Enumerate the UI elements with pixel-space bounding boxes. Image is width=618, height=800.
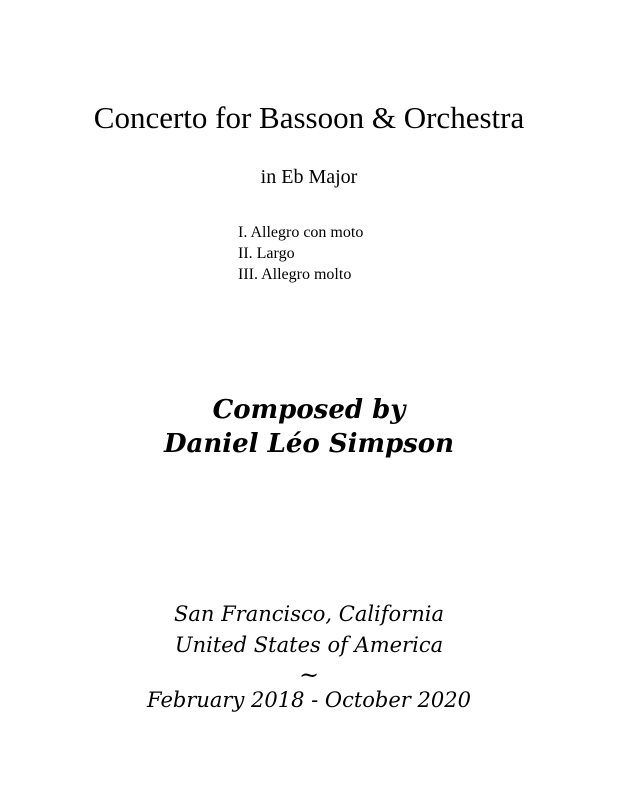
composed-by-label: Composed by [212, 395, 406, 425]
movement-item: I. Allegro con moto [238, 224, 364, 241]
work-key: in Eb Major [260, 166, 358, 188]
work-title: Concerto for Bassoon & Orchestra [93, 100, 525, 135]
movement-list [238, 222, 363, 285]
movement-item: III. Allegro molto [238, 266, 352, 283]
separator-tilde: ~ [298, 661, 320, 689]
movement-item: II. Largo [238, 245, 295, 262]
composition-dates: February 2018 - October 2020 [147, 688, 471, 712]
composer-name: Daniel Léo Simpson [163, 429, 455, 459]
location-country: United States of America [174, 633, 444, 657]
location-city: San Francisco, California [173, 602, 444, 626]
